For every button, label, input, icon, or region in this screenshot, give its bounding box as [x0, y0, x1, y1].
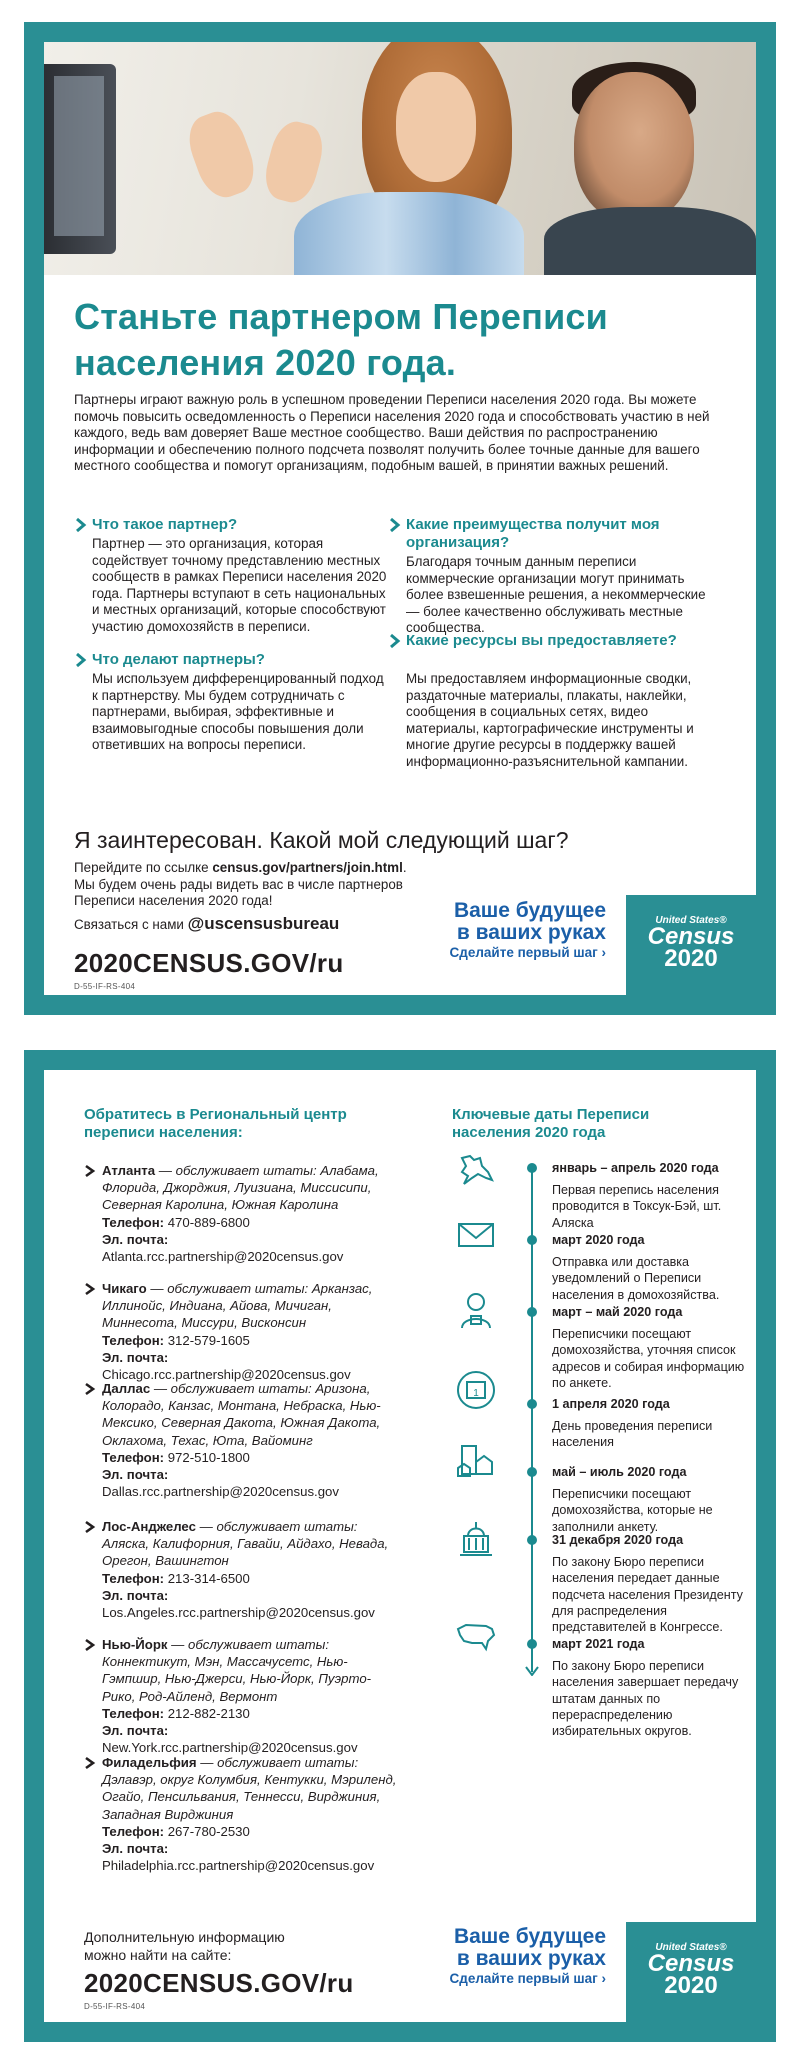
- chevron-right-icon: [388, 517, 402, 533]
- timeline-text: По закону Бюро переписи населения завершает передачу штатам данных по перераспределению избирательных округов.: [552, 1659, 739, 1739]
- intro-paragraph: Партнеры играют важную роль в успешном проведении Переписи населения 2020 года. Вы можете помочь повысить осведомленность о Переписи населения 2020 года и способствовать участию в ней каждого, ведь вам доверяет Ваше местное сообщество. Ваши действия по распространению информации и обеспечению полного подсчета позволят получить более точные данные для вашего местного сообщества и помогут организациям, подобным вашей, в принятии важных решений.: [74, 392, 710, 473]
- houses-icon: [456, 1440, 496, 1480]
- us-map-icon: [456, 1615, 496, 1655]
- census-taker-icon: [456, 1290, 496, 1330]
- office-phone: 213-314-6500: [167, 1570, 250, 1586]
- slogan: Ваше будущее в ваших руках Сделайте первый шаг ›: [449, 899, 606, 960]
- office-states: обслуживает штаты: Дэлавэр, округ Колумбия, Кентукки, Мэриленд, Огайо, Пенсильвания, Теннесси, Вирджиния, Западная Вирджиния: [102, 1755, 397, 1822]
- office-states: обслуживает штаты: Алабама, Флорида, Джорджия, Луизиана, Миссисипи, Северная Каролина, Южная Каролина: [102, 1163, 379, 1213]
- section-text-what-partners-do: Мы используем дифференцированный подход к партнерству. Мы будем сотрудничать с партнерами, выбирая, эффективные и взаимовыгодные способы повышения доли ответивших на вопросы переписи.: [92, 671, 384, 752]
- envelope-icon: [456, 1215, 496, 1255]
- regional-office: Атланта — обслуживает штаты: Алабама, Флорида, Джорджия, Луизиана, Миссисипи, Северная Каролина, Южная Каролина Телефон: 470-889-6800 Эл. почта: Atlanta.rcc.partnership@2020census.gov: [102, 1163, 379, 1265]
- timeline-date: март 2021 года: [552, 1637, 645, 1651]
- chevron-right-icon: [74, 652, 88, 668]
- page-1: [24, 22, 776, 1015]
- office-city: Лос-Анджелес: [102, 1519, 196, 1534]
- contact-line: Связаться с нами @uscensusbureau: [74, 914, 340, 933]
- form-code-2: D-55-IF-RS-404: [84, 2002, 146, 2011]
- office-email[interactable]: Los.Angeles.rcc.partnership@2020census.gov: [102, 1605, 375, 1621]
- next-step-heading: Я заинтересован. Какой мой следующий шаг?: [74, 827, 569, 853]
- page-1-content: [44, 42, 756, 995]
- office-states: обслуживает штаты: Коннектикут, Мэн, Массачусетс, Нью-Гэмпшир, Нью-Джерси, Нью-Йорк, Пуэрто-Рико, Род-Айленд, Вермонт: [102, 1637, 372, 1704]
- chevron-right-icon: [84, 1520, 96, 1534]
- timeline-text: Отправка или доставка уведомлений о Переписи населения в домохозяйства.: [552, 1255, 720, 1302]
- timeline-text: По закону Бюро переписи населения передает данные подсчета населения Президенту для распределения представителей в Конгрессе.: [552, 1555, 743, 1635]
- office-city: Даллас: [102, 1381, 151, 1396]
- office-phone: 470-889-6800: [167, 1214, 250, 1230]
- office-states: обслуживает штаты: Арканзас, Иллинойс, Индиана, Айова, Мичиган, Миннесота, Миссури, Висконсин: [102, 1281, 373, 1331]
- timeline-date: май – июль 2020 года: [552, 1465, 687, 1479]
- office-email[interactable]: Atlanta.rcc.partnership@2020census.gov: [102, 1249, 344, 1265]
- more-info-text: Дополнительную информацию можно найти на сайте:: [84, 1929, 285, 1963]
- chevron-right-icon: [388, 633, 402, 649]
- next-step-text: Перейдите по ссылке census.gov/partners/join.html. Мы будем очень рады видеть вас в числе партнеров Переписи населения 2020 года!: [74, 860, 407, 908]
- chevron-right-icon: [74, 517, 88, 533]
- svg-text:1: 1: [473, 1388, 479, 1399]
- timeline-dot: [527, 1235, 537, 1245]
- timeline-date: 1 апреля 2020 года: [552, 1397, 670, 1411]
- office-email[interactable]: Chicago.rcc.partnership@2020census.gov: [102, 1367, 351, 1383]
- office-email[interactable]: New.York.rcc.partnership@2020census.gov: [102, 1740, 358, 1756]
- regional-office: Филадельфия — обслуживает штаты: Дэлавэр, округ Колумбия, Кентукки, Мэриленд, Огайо, Пенсильвания, Теннесси, Вирджиния, Западная Вирджиния Телефон: 267-780-2530 Эл. почта: Philadelphia.rcc.partnership@2020census.gov: [102, 1755, 397, 1874]
- chevron-right-icon: [84, 1382, 96, 1396]
- chevron-right-icon: [84, 1282, 96, 1296]
- form-code: D-55-IF-RS-404: [74, 982, 136, 991]
- page-2-content: [44, 1070, 756, 2022]
- regional-office: Лос-Анджелес — обслуживает штаты: Аляска, Калифорния, Гавайи, Айдахо, Невада, Орегон, Вашингтон Телефон: 213-314-6500 Эл. почта: Los.Angeles.rcc.partnership@2020census.gov: [102, 1519, 389, 1621]
- timeline-date: январь – апрель 2020 года: [552, 1161, 719, 1175]
- section-heading-resources: Какие ресурсы вы предоставляете?: [406, 632, 706, 650]
- timeline-text: Переписчики посещают домохозяйства, уточняя список адресов и собирая информацию по анкете.: [552, 1327, 745, 1390]
- office-phone: 972-510-1800: [167, 1449, 250, 1465]
- census-2020-logo: United States® Census 2020: [626, 895, 756, 995]
- section-text-resources: Мы предоставляем информационные сводки, раздаточные материалы, плакаты, наклейки, сообщения в социальных сетях, видео материалы, картографические инструменты и многие другие ресурсы в поддержку вашей информационно-разъяснительной кампании.: [406, 671, 694, 769]
- office-states: обслуживает штаты: Аляска, Калифорния, Гавайи, Айдахо, Невада, Орегон, Вашингтон: [102, 1519, 389, 1569]
- capitol-icon: [456, 1520, 496, 1560]
- slogan-2: Ваше будущее в ваших руках Сделайте первый шаг ›: [449, 1925, 606, 1986]
- regional-office: Даллас — обслуживает штаты: Аризона, Колорадо, Канзас, Монтана, Небраска, Нью-Мексико, Северная Дакота, Южная Дакота, Оклахома, Техас, Юта, Вайоминг Телефон: 972-510-1800 Эл. почта: Dallas.rcc.partnership@2020census.gov: [102, 1381, 381, 1500]
- website-url[interactable]: 2020CENSUS.GOV/ru: [74, 948, 344, 978]
- office-phone: 212-882-2130: [167, 1705, 250, 1721]
- page-2: [24, 1050, 776, 2042]
- office-city: Атланта: [102, 1163, 156, 1178]
- timeline-text: День проведения переписи населения: [552, 1419, 713, 1450]
- website-url-2[interactable]: 2020CENSUS.GOV/ru: [84, 1968, 354, 1998]
- calendar-icon: [456, 1370, 496, 1410]
- office-phone: 267-780-2530: [167, 1823, 250, 1839]
- social-handle[interactable]: @uscensusbureau: [187, 914, 340, 933]
- census-2020-logo-2: United States® Census 2020: [626, 1922, 756, 2022]
- regional-office: Нью-Йорк — обслуживает штаты: Коннектикут, Мэн, Массачусетс, Нью-Гэмпшир, Нью-Джерси, Нью-Йорк, Пуэрто-Рико, Род-Айленд, Вермонт Телефон: 212-882-2130 Эл. почта: New.York.rcc.partnership@2020census.gov: [102, 1637, 372, 1756]
- office-email[interactable]: Dallas.rcc.partnership@2020census.gov: [102, 1484, 339, 1500]
- timeline-arrow-icon: [525, 1666, 539, 1676]
- timeline-date: март 2020 года: [552, 1233, 645, 1247]
- office-phone: 312-579-1605: [167, 1332, 250, 1348]
- section-text-what-is-partner: Партнер — это организация, которая содействует точному представлению местных сообществ в рамках Переписи населения 2020 года. Партнеры вступают в сеть национальных и местных организаций, которые способствуют участию домохозяйств в переписи.: [92, 536, 387, 634]
- timeline-dot: [527, 1399, 537, 1409]
- alaska-map-icon: [456, 1150, 496, 1190]
- timeline-date: март – май 2020 года: [552, 1305, 683, 1319]
- timeline-dot: [527, 1639, 537, 1649]
- key-dates-heading: Ключевые даты Переписи населения 2020 года: [452, 1106, 650, 1141]
- chevron-right-icon: [84, 1638, 96, 1652]
- chevron-right-icon: [84, 1756, 96, 1770]
- chevron-right-icon: [84, 1164, 96, 1178]
- office-email[interactable]: Philadelphia.rcc.partnership@2020census.gov: [102, 1858, 375, 1874]
- timeline-date: 31 декабря 2020 года: [552, 1533, 684, 1547]
- partners-join-link[interactable]: census.gov/partners/join.html: [212, 860, 403, 875]
- office-city: Филадельфия: [102, 1755, 197, 1770]
- regional-office: Чикаго — обслуживает штаты: Арканзас, Иллинойс, Индиана, Айова, Мичиган, Миннесота, Миссури, Висконсин Телефон: 312-579-1605 Эл. почта: Chicago.rcc.partnership@2020census.gov: [102, 1281, 373, 1383]
- office-city: Нью-Йорк: [102, 1637, 168, 1652]
- section-heading-what-is-partner: Что такое партнер?: [92, 516, 392, 534]
- regional-centers-heading: Обратитесь в Региональный центр переписи населения:: [84, 1106, 347, 1141]
- office-states: обслуживает штаты: Аризона, Колорадо, Канзас, Монтана, Небраска, Нью-Мексико, Северная Дакота, Южная Дакота, Оклахома, Техас, Юта, Вайоминг: [102, 1381, 381, 1448]
- office-city: Чикаго: [102, 1281, 147, 1296]
- timeline-dot: [527, 1467, 537, 1477]
- timeline-dot: [527, 1163, 537, 1173]
- section-heading-what-partners-do: Что делают партнеры?: [92, 651, 392, 669]
- timeline-dot: [527, 1307, 537, 1317]
- section-text-benefits: Благодаря точным данным переписи коммерческие организации могут принимать более взвешенные решения, а некоммерческие — более качественно обслуживать местные сообщества.: [406, 554, 706, 635]
- timeline-dot: [527, 1535, 537, 1545]
- section-heading-benefits: Какие преимущества получит моя организация?: [406, 516, 706, 552]
- hero-photo: [44, 42, 756, 275]
- timeline-text: Первая перепись населения проводится в Токсук-Бэй, шт. Аляска: [552, 1183, 722, 1230]
- page-title: Станьте партнером Переписи населения 2020 года.: [74, 296, 608, 383]
- timeline-text: Переписчики посещают домохозяйства, которые не заполнили анкету.: [552, 1487, 713, 1534]
